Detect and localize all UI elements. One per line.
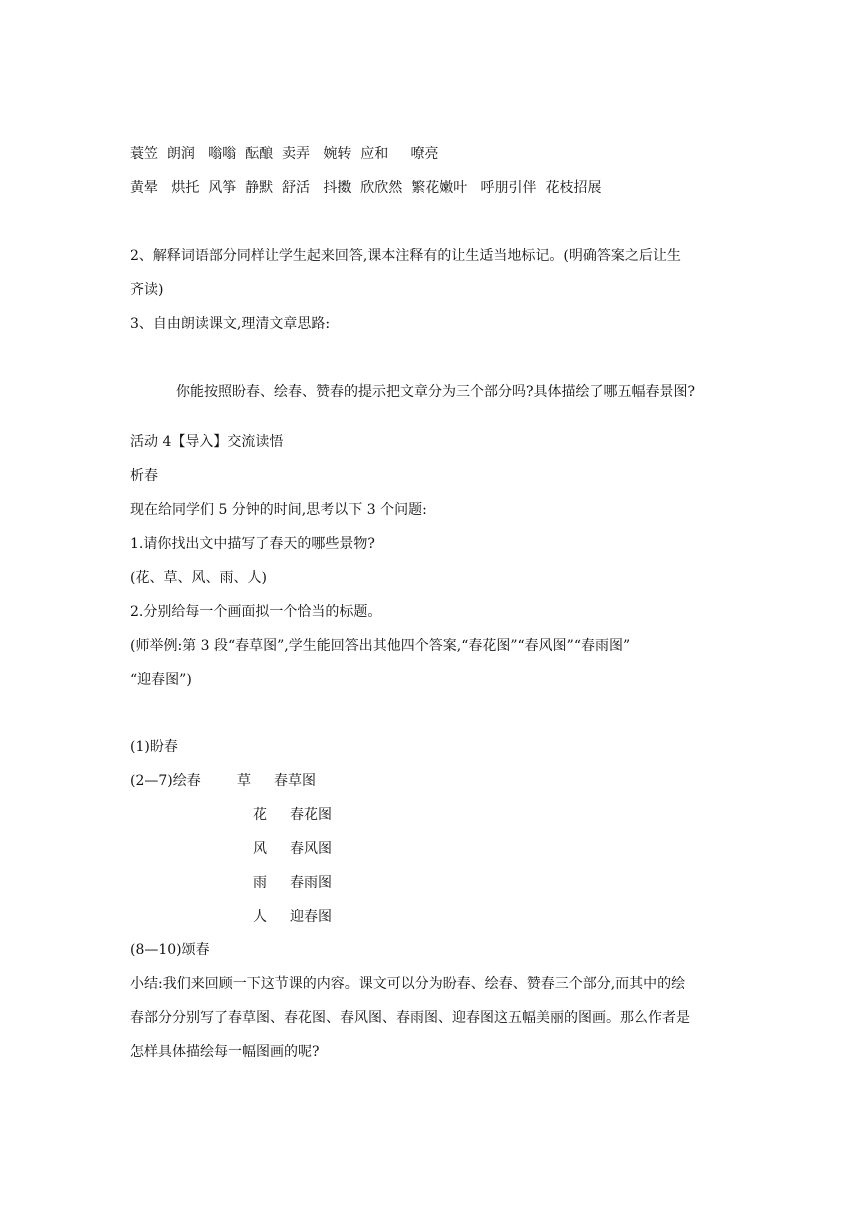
outline-scene: 花	[253, 807, 267, 823]
outline-scene-title: 春雨图	[290, 875, 332, 891]
summary-line-3: 怎样具体描绘每一幅图画的呢?	[130, 1044, 320, 1060]
answer-1: (花、草、风、雨、人)	[130, 570, 267, 586]
answer-2-line-2: “迎春图”)	[130, 672, 192, 688]
outline-scene: 草	[237, 773, 251, 789]
step-2-line-2: 齐读)	[130, 282, 164, 298]
summary-line-1: 小结:我们来回顾一下这节课的内容。课文可以分为盼春、绘春、赞春三个部分,而其中的绘	[130, 976, 686, 992]
vocab-line-1: 蓑笠 朗润 嗡嗡 酝酿 卖弄 婉转 应和 嘹亮	[130, 146, 439, 162]
answer-2-line-1: (师举例:第 3 段“春草图”,学生能回答出其他四个答案,“春花图”“春风图”“春雨图”	[130, 638, 631, 654]
vocab-line-2: 黄晕 烘托 风筝 静默 舒活 抖擞 欣欣然 繁花嫩叶 呼朋引伴 花枝招展	[130, 180, 602, 196]
activity-4-heading: 活动 4【导入】交流读悟	[130, 434, 284, 450]
outline-part-1: (1)盼春	[130, 739, 178, 755]
outline-scene-title: 春风图	[290, 841, 332, 857]
summary-line-2: 春部分分别写了春草图、春花图、春风图、春雨图、迎春图这五幅美丽的图画。那么作者是	[130, 1010, 690, 1026]
question-2: 2.分别给每一个画面拟一个恰当的标题。	[130, 604, 382, 620]
outline-scene: 人	[253, 909, 267, 925]
outline-part-2-label: (2—7)绘春	[130, 773, 201, 789]
outline-scene-title: 春花图	[290, 807, 332, 823]
outline-scene: 风	[253, 841, 267, 857]
outline-scene-title: 迎春图	[290, 909, 332, 925]
question-1: 1.请你找出文中描写了春天的哪些景物?	[130, 536, 375, 552]
step-3: 3、自由朗读课文,理清文章思路:	[130, 316, 331, 332]
outline-part-3: (8—10)颂春	[130, 942, 210, 958]
step-2-line-1: 2、解释词语部分同样让学生起来回答,课本注释有的让生适当地标记。(明确答案之后让生	[130, 248, 681, 264]
outline-scene: 雨	[253, 875, 267, 891]
outline-scene-title: 春草图	[274, 773, 316, 789]
analyze-title: 析春	[130, 468, 158, 484]
intro-text: 现在给同学们 5 分钟的时间,思考以下 3 个问题:	[130, 502, 427, 518]
question-main: 你能按照盼春、绘春、赞春的提示把文章分为三个部分吗?具体描绘了哪五幅春景图?	[176, 384, 696, 400]
